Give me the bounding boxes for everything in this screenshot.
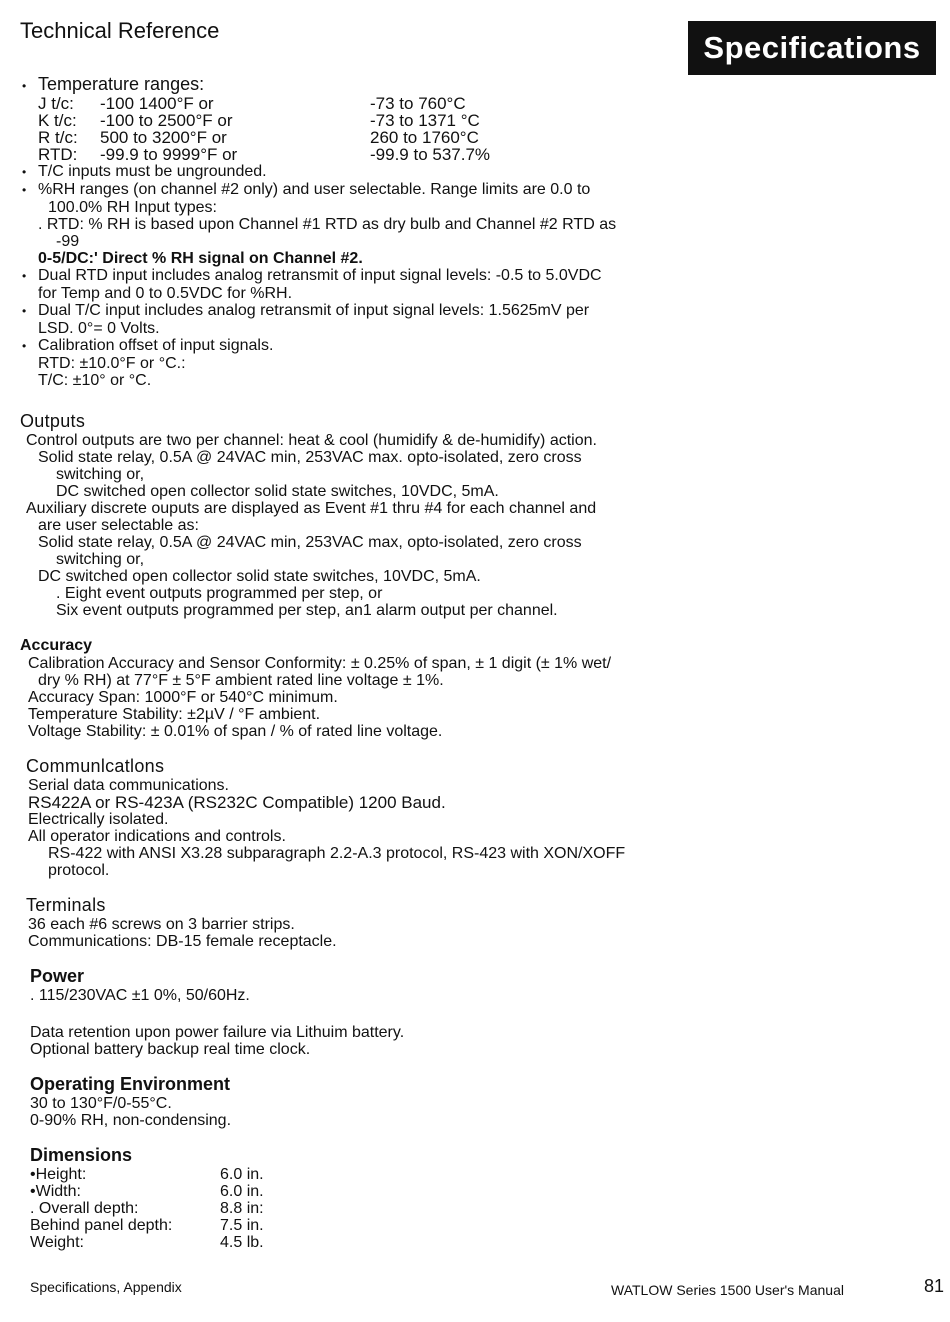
- outputs-line: DC switched open collector solid state switches, 10VDC, 5mA.: [38, 568, 481, 585]
- accuracy-line: Calibration Accuracy and Sensor Conformity: ± 0.25% of span, ± 1 digit (± 1% wet/: [28, 655, 612, 672]
- dimensions-section: [20, 1145, 720, 1251]
- tc-note: • T/C inputs must be ungrounded.: [20, 163, 720, 181]
- rtd-rh-line: . RTD: % RH is based upon Channel #1 RTD as dry bulb and Channel #2 RTD as: [38, 216, 617, 233]
- terminals-line: Communications: DB-15 female receptacle.: [28, 933, 337, 950]
- communications-title: Communlcatlons: [26, 756, 165, 776]
- outputs-line: Control outputs are two per channel: heat & cool (humidify & de-humidify) action.: [26, 432, 597, 449]
- outputs-line: switching or,: [56, 466, 145, 483]
- outputs-line: Auxiliary discrete ouputs are displayed as Event #1 thru #4 for each channel and: [26, 500, 597, 517]
- dimension-row: [30, 1166, 720, 1183]
- temp-f: -100 1400°F or: [100, 94, 214, 113]
- comms-line: RS-422 with ANSI X3.28 subparagraph 2.2-A.3 protocol, RS-423 with XON/XOFF: [48, 845, 626, 862]
- environment-line: 0-90% RH, non-condensing.: [30, 1112, 232, 1129]
- page-number: 81: [924, 1276, 945, 1296]
- temp-c: 260 to 1760°C: [370, 128, 479, 147]
- dual-tc-line: • Dual T/C input includes analog retransmit of input signal levels: 1.5625mV per: [20, 302, 720, 320]
- temp-row: [20, 112, 720, 129]
- dimension-value: 6.0 in.: [220, 1183, 264, 1200]
- dimension-value: 7.5 in.: [220, 1217, 264, 1234]
- power-line: . 115/230VAC ±1 0%, 50/60Hz.: [30, 987, 250, 1004]
- accuracy-title: Accuracy: [20, 637, 93, 654]
- comms-line: RS422A or RS-423A (RS232C Compatible) 1200 Baud.: [28, 793, 446, 812]
- outputs-line: Six event outputs programmed per step, an1 alarm output per channel.: [56, 602, 558, 619]
- dimension-row: [30, 1234, 720, 1251]
- temp-row: [20, 129, 720, 146]
- terminals-section: [20, 895, 720, 950]
- outputs-line: are user selectable as:: [38, 517, 199, 534]
- temp-c: -73 to 760°C: [370, 94, 466, 113]
- direct-rh-line: 0-5/DC:' Direct % RH signal on Channel #2.: [38, 250, 363, 267]
- outputs-line: switching or,: [56, 551, 145, 568]
- accuracy-line: Voltage Stability: ± 0.01% of span / % of rated line voltage.: [28, 723, 443, 740]
- temp-key: J t/c:: [38, 94, 74, 113]
- temperature-section: [20, 76, 720, 389]
- rh-note: • %RH ranges (on channel #2 only) and user selectable. Range limits are 0.0 to: [20, 181, 720, 199]
- comms-line: Electrically isolated.: [28, 811, 169, 828]
- dimension-row: [30, 1200, 720, 1217]
- calibration-line: • Calibration offset of input signals.: [20, 337, 720, 355]
- dimension-value: 6.0 in.: [220, 1166, 264, 1183]
- dimension-label: •Height:: [30, 1166, 87, 1183]
- temp-key: K t/c:: [38, 111, 77, 130]
- power-line: Data retention upon power failure via Lithuim battery.: [30, 1024, 405, 1041]
- footer-right: WATLOW Series 1500 User's Manual: [611, 1282, 844, 1298]
- temp-f: 500 to 3200°F or: [100, 128, 227, 147]
- dual-rtd-cont: for Temp and 0 to 0.5VDC for %RH.: [38, 285, 293, 302]
- environment-title: Operating Environment: [30, 1074, 231, 1094]
- temp-key: R t/c:: [38, 128, 78, 147]
- cal-tc-line: T/C: ±10° or °C.: [38, 372, 152, 389]
- outputs-line: Solid state relay, 0.5A @ 24VAC min, 253VAC max. opto-isolated, zero cross: [38, 449, 582, 466]
- rh-note-cont: 100.0% RH Input types:: [48, 199, 217, 216]
- temp-f: -99.9 to 9999°F or: [100, 145, 238, 164]
- temperature-title: • Temperature ranges:: [20, 76, 720, 95]
- temp-row: [20, 146, 720, 163]
- header-section-banner: Specifications: [688, 21, 936, 75]
- outputs-line: Solid state relay, 0.5A @ 24VAC min, 253VAC max, opto-isolated, zero cross: [38, 534, 582, 551]
- comms-line: All operator indications and controls.: [28, 828, 286, 845]
- accuracy-line: Temperature Stability: ±2µV / °F ambient.: [28, 706, 321, 723]
- header-left-title: Technical Reference: [20, 18, 220, 43]
- cal-rtd-line: RTD: ±10.0°F or °C.:: [38, 355, 186, 372]
- power-section: [20, 966, 720, 1058]
- rtd-rh-cont: -99: [56, 233, 80, 250]
- dimension-label: . Overall depth:: [30, 1200, 139, 1217]
- outputs-title: Outputs: [20, 411, 86, 431]
- footer-left: Specifications, Appendix: [30, 1279, 182, 1295]
- environment-line: 30 to 130°F/0-55°C.: [30, 1095, 172, 1112]
- dimension-value: 8.8 in:: [220, 1200, 264, 1217]
- outputs-line: DC switched open collector solid state switches, 10VDC, 5mA.: [56, 483, 499, 500]
- comms-line: protocol.: [48, 862, 110, 879]
- dual-rtd-line: • Dual RTD input includes analog retransmit of input signal levels: -0.5 to 5.0VDC: [20, 267, 720, 285]
- dual-tc-cont: LSD. 0°= 0 Volts.: [38, 320, 160, 337]
- temp-key: RTD:: [38, 145, 78, 164]
- accuracy-section: [20, 637, 720, 740]
- terminals-title: Terminals: [26, 895, 106, 915]
- dimension-value: 4.5 lb.: [220, 1234, 264, 1251]
- outputs-section: [20, 411, 720, 619]
- dimension-row: [30, 1183, 720, 1200]
- terminals-line: 36 each #6 screws on 3 barrier strips.: [28, 916, 295, 933]
- accuracy-line: Accuracy Span: 1000°F or 540°C minimum.: [28, 689, 338, 706]
- spec-body: [20, 76, 720, 1251]
- temp-c: -99.9 to 537.7%: [370, 145, 491, 164]
- dimensions-title: Dimensions: [30, 1145, 133, 1165]
- temp-f: -100 to 2500°F or: [100, 111, 233, 130]
- dimension-label: •Width:: [30, 1183, 81, 1200]
- temp-row: [20, 95, 720, 112]
- outputs-line: . Eight event outputs programmed per step, or: [56, 585, 383, 602]
- comms-line: Serial data communications.: [28, 777, 229, 794]
- power-line: Optional battery backup real time clock.: [30, 1041, 311, 1058]
- environment-section: [20, 1074, 720, 1129]
- accuracy-line: dry % RH) at 77°F ± 5°F ambient rated line voltage ± 1%.: [38, 672, 444, 689]
- power-title: Power: [30, 966, 85, 986]
- communications-section: [20, 756, 720, 879]
- dimension-row: [30, 1217, 720, 1234]
- dimension-label: Weight:: [30, 1234, 84, 1251]
- dimension-label: Behind panel depth:: [30, 1217, 173, 1234]
- temp-c: -73 to 1371 °C: [370, 111, 480, 130]
